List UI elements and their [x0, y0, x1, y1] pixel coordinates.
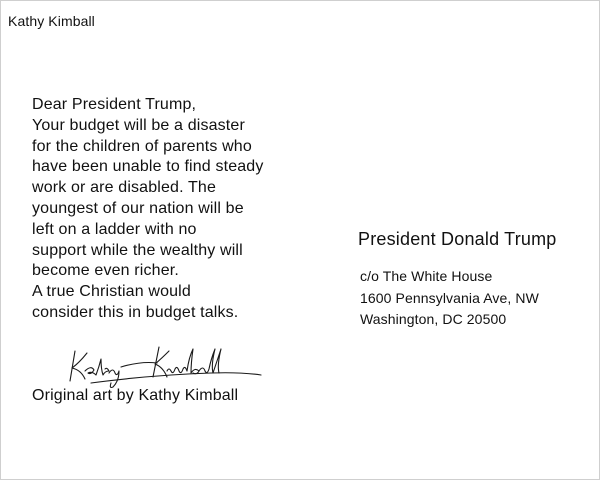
message-line: have been unable to find steady — [32, 158, 264, 176]
message-line: support while the wealthy will — [32, 241, 243, 259]
message-line: Your budget will be a disaster — [32, 116, 245, 134]
recipient-name: President Donald Trump — [358, 229, 557, 249]
address-line: Washington, DC 20500 — [360, 311, 507, 327]
message-line: for the children of parents who — [32, 137, 252, 155]
message-line: Dear President Trump, — [32, 96, 197, 113]
message-line: left on a ladder with no — [32, 220, 197, 238]
message-line: become even richer. — [32, 262, 179, 280]
message-line: A true Christian would — [32, 283, 191, 301]
address-line: 1600 Pennsylvania Ave, NW — [360, 289, 539, 306]
message-line: work or are disabled. The — [32, 179, 216, 197]
message-body — [32, 95, 322, 324]
address-line: c/o The White House — [360, 268, 493, 284]
message-line: youngest of our nation will be — [32, 199, 244, 217]
art-credit: Original art by Kathy Kimball — [32, 387, 239, 404]
recipient-address — [360, 266, 539, 331]
sender-name: Kathy Kimball — [8, 13, 95, 29]
message-line: consider this in budget talks. — [32, 303, 239, 321]
handwritten-signature — [61, 337, 271, 393]
